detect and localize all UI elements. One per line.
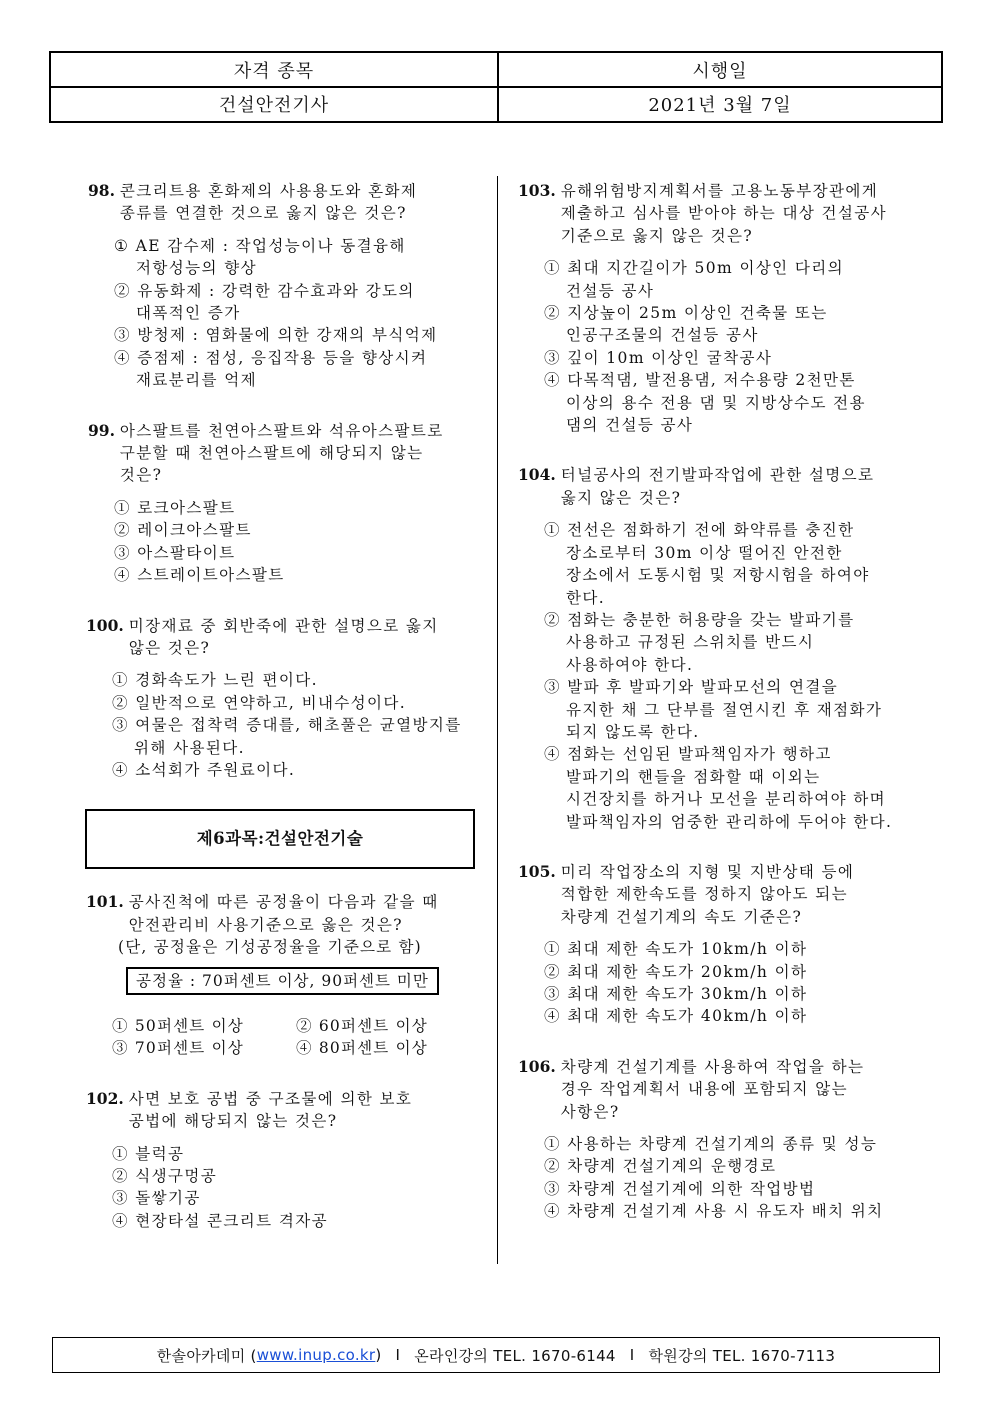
question-98: [88, 180, 483, 392]
option-4: ④ 점화는 선임된 발파책임자가 행하고 발파기의 핸들을 점화할 때 이외는 시건장치를 하거나 모선을 분리하여야 하며 발파책임자의 엄중한 관리하에 두어야 한다.: [544, 745, 893, 831]
option-1: ① 최대 지간길이가 50m 이상인 다리의 건설등 공사: [544, 259, 845, 300]
question-text: 아스팔트를 천연아스팔트와 석유아스팔트로 구분할 때 천연아스팔트에 해당되지 않는 것은?: [119, 421, 444, 485]
question-number: 100.: [86, 615, 124, 635]
footer-offline-tel: 학원강의 TEL. 1670-7113: [648, 1346, 836, 1365]
question-condition: (단, 공정율은 기성공정율을 기준으로 함): [118, 938, 422, 957]
option-3: ③ 차량계 건설기계에 의한 작업방법: [544, 1179, 816, 1198]
option-2: ② 점화는 충분한 허용량을 갖는 발파기를 사용하고 규정된 스위치를 반드시 사용하여야 한다.: [544, 610, 855, 674]
exam-header-table: [49, 51, 943, 123]
question-text: 유해위험방지계획서를 고용노동부장관에게 제출하고 심사를 받아야 하는 대상 건설공사 기준으로 옳지 않은 것은?: [560, 182, 888, 245]
given-condition-box: 공정율 : 70퍼센트 이상, 90퍼센트 미만: [126, 967, 439, 995]
question-105: [518, 861, 918, 1028]
option-list: [518, 1133, 918, 1223]
option-list: [86, 669, 483, 781]
option-3: ③ 돌쌓기공: [112, 1189, 201, 1208]
footer-contact-bar: [52, 1337, 940, 1373]
header-row-values: [51, 86, 941, 121]
option-2: ② 차량계 건설기계의 운행경로: [544, 1157, 777, 1176]
section-title-box: 제6과목:건설안전기술: [85, 809, 475, 869]
option-list: [518, 938, 918, 1028]
option-2: ② 지상높이 25m 이상인 건축물 또는 인공구조물의 건설등 공사: [544, 304, 828, 345]
option-2: ② 식생구멍공: [112, 1167, 218, 1185]
option-4: ④ 스트레이트아스팔트: [114, 566, 285, 585]
question-text: 미장재료 중 회반죽에 관한 설명으로 옳지 않은 것은?: [128, 616, 439, 657]
option-3: ③ 깊이 10m 이상인 굴착공사: [544, 348, 773, 367]
question-text: 터널공사의 전기발파작업에 관한 설명으로 옳지 않은 것은?: [560, 466, 875, 507]
option-list: [86, 1143, 483, 1233]
option-4: ④ 다목적댐, 발전용댐, 저수용량 2천만톤 이상의 용수 전용 댐 및 지방상수도 전용 댐의 건설등 공사: [544, 371, 866, 435]
question-100: [86, 615, 483, 782]
option-3: ③ 아스팔타이트: [114, 543, 236, 562]
option-1: ① 사용하는 차량계 건설기계의 종류 및 성능: [544, 1135, 878, 1154]
question-102: [86, 1088, 483, 1232]
column-divider: [497, 176, 498, 1264]
left-column: [88, 180, 483, 1260]
footer-website-link[interactable]: www.inup.co.kr: [256, 1346, 376, 1364]
footer-academy-close: ): [375, 1346, 382, 1364]
option-4: ④ 현장타설 콘크리트 격자공: [112, 1211, 328, 1230]
option-3: ③ 70퍼센트 이상: [112, 1039, 244, 1058]
footer-online-tel: 온라인강의 TEL. 1670-6144: [414, 1346, 616, 1365]
option-1: ① AE 감수제 : 작업성능이나 동결융해 저항성능의 향상: [114, 236, 406, 278]
option-1: ① 경화속도가 느린 편이다.: [112, 671, 318, 690]
option-1: ① 로크아스팔트: [114, 498, 236, 517]
footer-academy-name: 한솔아카데미 (: [156, 1346, 257, 1365]
question-number: 98.: [88, 181, 115, 200]
question-number: 103.: [518, 181, 556, 200]
option-3: ③ 방청제 : 염화물에 의한 강재의 부식억제: [114, 326, 438, 345]
option-2: ② 60퍼센트 이상: [296, 1016, 428, 1035]
option-2: ② 일반적으로 연약하고, 비내수성이다.: [112, 693, 407, 712]
option-list: [518, 519, 918, 833]
question-text: 공사진척에 따른 공정율이 다음과 같을 때 안전관리비 사용기준으로 옳은 것은?: [128, 893, 439, 934]
question-text: 미리 작업장소의 지형 및 지반상태 등에 적합한 제한속도를 정하지 않아도 되는 차량계 건설기계의 속도 기준은?: [560, 862, 855, 926]
option-1: ① 블럭공: [112, 1144, 185, 1163]
header-col-date-title: 시행일: [692, 60, 748, 82]
option-2: ② 레이크아스팔트: [114, 521, 252, 540]
question-text: 사면 보호 공법 중 구조물에 의한 보호 공법에 해당되지 않는 것은?: [128, 1089, 413, 1131]
option-4: ④ 증점제 : 점성, 응집작용 등을 향상시켜 재료분리를 억제: [114, 348, 428, 390]
question-103: [518, 180, 918, 436]
question-text: 콘크리트용 혼화제의 사용용도와 혼화제 종류를 연결한 것으로 옳지 않은 것은?: [119, 182, 418, 223]
question-101: [86, 891, 483, 1059]
option-3: ③ 여물은 접착력 증대를, 해초풀은 균열방지를 위해 사용된다.: [112, 716, 462, 757]
right-column: [518, 180, 918, 1251]
option-3: ③ 발파 후 발파기와 발파모선의 연결을 유지한 채 그 단부를 절연시킨 후 재점화가 되지 않도록 한다.: [544, 678, 883, 741]
header-row-titles: [51, 53, 941, 88]
option-2: ② 유동화제 : 강력한 감수효과와 강도의 대폭적인 증가: [114, 281, 415, 323]
question-text: 차량계 건설기계를 사용하여 작업을 하는 경우 작업계획서 내용에 포함되지 않는 사항은?: [560, 1057, 865, 1121]
option-4: ④ 80퍼센트 이상: [296, 1039, 428, 1058]
option-1: ① 최대 제한 속도가 10km/h 이하: [544, 940, 808, 959]
option-3: ③ 최대 제한 속도가 30km/h 이하: [544, 985, 808, 1003]
question-number: 105.: [518, 861, 556, 881]
option-list: [88, 235, 483, 392]
header-subject-value: 건설안전기사: [51, 86, 499, 121]
option-4: ④ 소석회가 주원료이다.: [112, 760, 296, 779]
option-4: ④ 차량계 건설기계 사용 시 유도자 배치 위치: [544, 1202, 884, 1221]
option-1: ① 전선은 점화하기 전에 화약류를 충진한 장소로부터 30m 이상 떨어진 안전한 장소에서 도통시험 및 저항시험을 하여야 한다.: [544, 521, 870, 607]
question-99: [88, 420, 483, 587]
option-4: ④ 최대 제한 속도가 40km/h 이하: [544, 1007, 808, 1026]
header-date-value: 2021년 3월 7일: [648, 94, 792, 116]
option-1: ① 50퍼센트 이상: [112, 1016, 244, 1035]
question-104: [518, 464, 918, 833]
question-number: 104.: [518, 465, 556, 485]
question-number: 102.: [86, 1088, 124, 1108]
question-number: 101.: [86, 892, 124, 912]
option-2: ② 최대 제한 속도가 20km/h 이하: [544, 962, 808, 981]
footer-separator: I: [395, 1346, 401, 1364]
question-106: [518, 1056, 918, 1223]
question-number: 99.: [88, 420, 115, 440]
header-col-subject-title: 자격 종목: [51, 53, 499, 86]
option-list: [88, 497, 483, 587]
option-grid: [86, 1015, 483, 1060]
footer-separator: I: [629, 1346, 635, 1364]
question-number: 106.: [518, 1056, 556, 1076]
option-list: [518, 257, 918, 436]
